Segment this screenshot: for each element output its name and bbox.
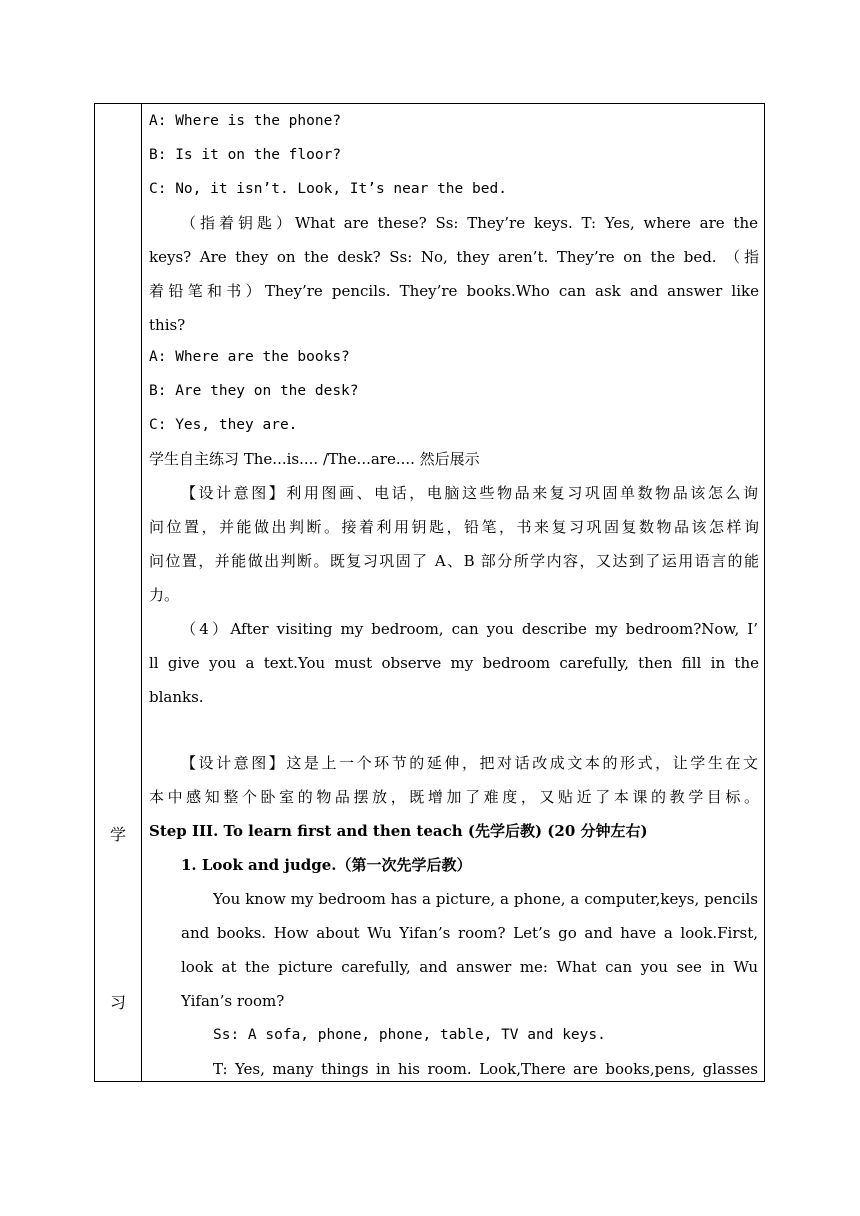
text-line: C: Yes, they are.	[149, 417, 298, 433]
text-line: 着铅笔和书）They’re pencils. They’re books.Who can ask and answer like	[149, 282, 759, 300]
text-line: keys? Are they on the desk? Ss: No, they aren’t. They’re on the bed. （指	[149, 248, 759, 266]
text-line: T: Yes, many things in his room. Look,There are books,pens, glasses	[213, 1060, 758, 1078]
text-line: 本中感知整个卧室的物品摆放，既增加了难度，又贴近了本课的教学目标。	[149, 788, 759, 806]
text-line: A: Where is the phone?	[149, 113, 342, 129]
text-line: A: Where are the books?	[149, 349, 350, 365]
text-line: look at the picture carefully, and answer me: What can you see in Wu	[181, 958, 758, 976]
side-label-xi: 习	[109, 993, 127, 1012]
text-line: Ss: A sofa, phone, phone, table, TV and keys.	[213, 1027, 606, 1043]
text-line: ll give you a text.You must observe my bedroom carefully, then fill in the	[149, 654, 759, 672]
text-line: and books. How about Wu Yifan’s room? Let’s go and have a look.First,	[181, 924, 758, 942]
step-heading: Step III. To learn first and then teach (先学后教) (20 分钟左右)	[149, 822, 648, 840]
text-line: 问位置，并能做出判断。既复习巩固了 A、B 部分所学内容，又达到了运用语言的能	[149, 552, 759, 570]
column-divider	[141, 103, 142, 1082]
text-line: 学生自主练习 The...is.... /The...are.... 然后展示	[149, 450, 480, 468]
text-line: B: Are they on the desk?	[149, 383, 359, 399]
text-line: 【设计意图】利用图画、电话，电脑这些物品来复习巩固单数物品该怎么询	[181, 484, 758, 502]
sub-heading: 1. Look and judge.（第一次先学后教）	[181, 856, 472, 874]
side-label-xue: 学	[109, 825, 127, 844]
text-line: 问位置，并能做出判断。接着利用钥匙，铅笔，书来复习巩固复数物品该怎样询	[149, 518, 759, 536]
text-line: Yifan’s room?	[181, 992, 285, 1010]
text-line: C: No, it isn’t. Look, It’s near the bed.	[149, 181, 507, 197]
text-line: this?	[149, 316, 186, 334]
text-line: B: Is it on the floor?	[149, 147, 342, 163]
text-line: blanks.	[149, 688, 204, 706]
text-line: （4）After visiting my bedroom, can you describe my bedroom?Now, I’	[181, 620, 758, 638]
text-line: 【设计意图】这是上一个环节的延伸，把对话改成文本的形式，让学生在文	[181, 754, 758, 772]
text-line: 力。	[149, 586, 180, 604]
text-line: （指着钥匙）What are these? Ss: They’re keys. T: Yes, where are the	[181, 214, 758, 232]
text-line: You know my bedroom has a picture, a phone, a computer,keys, pencils	[213, 890, 758, 908]
